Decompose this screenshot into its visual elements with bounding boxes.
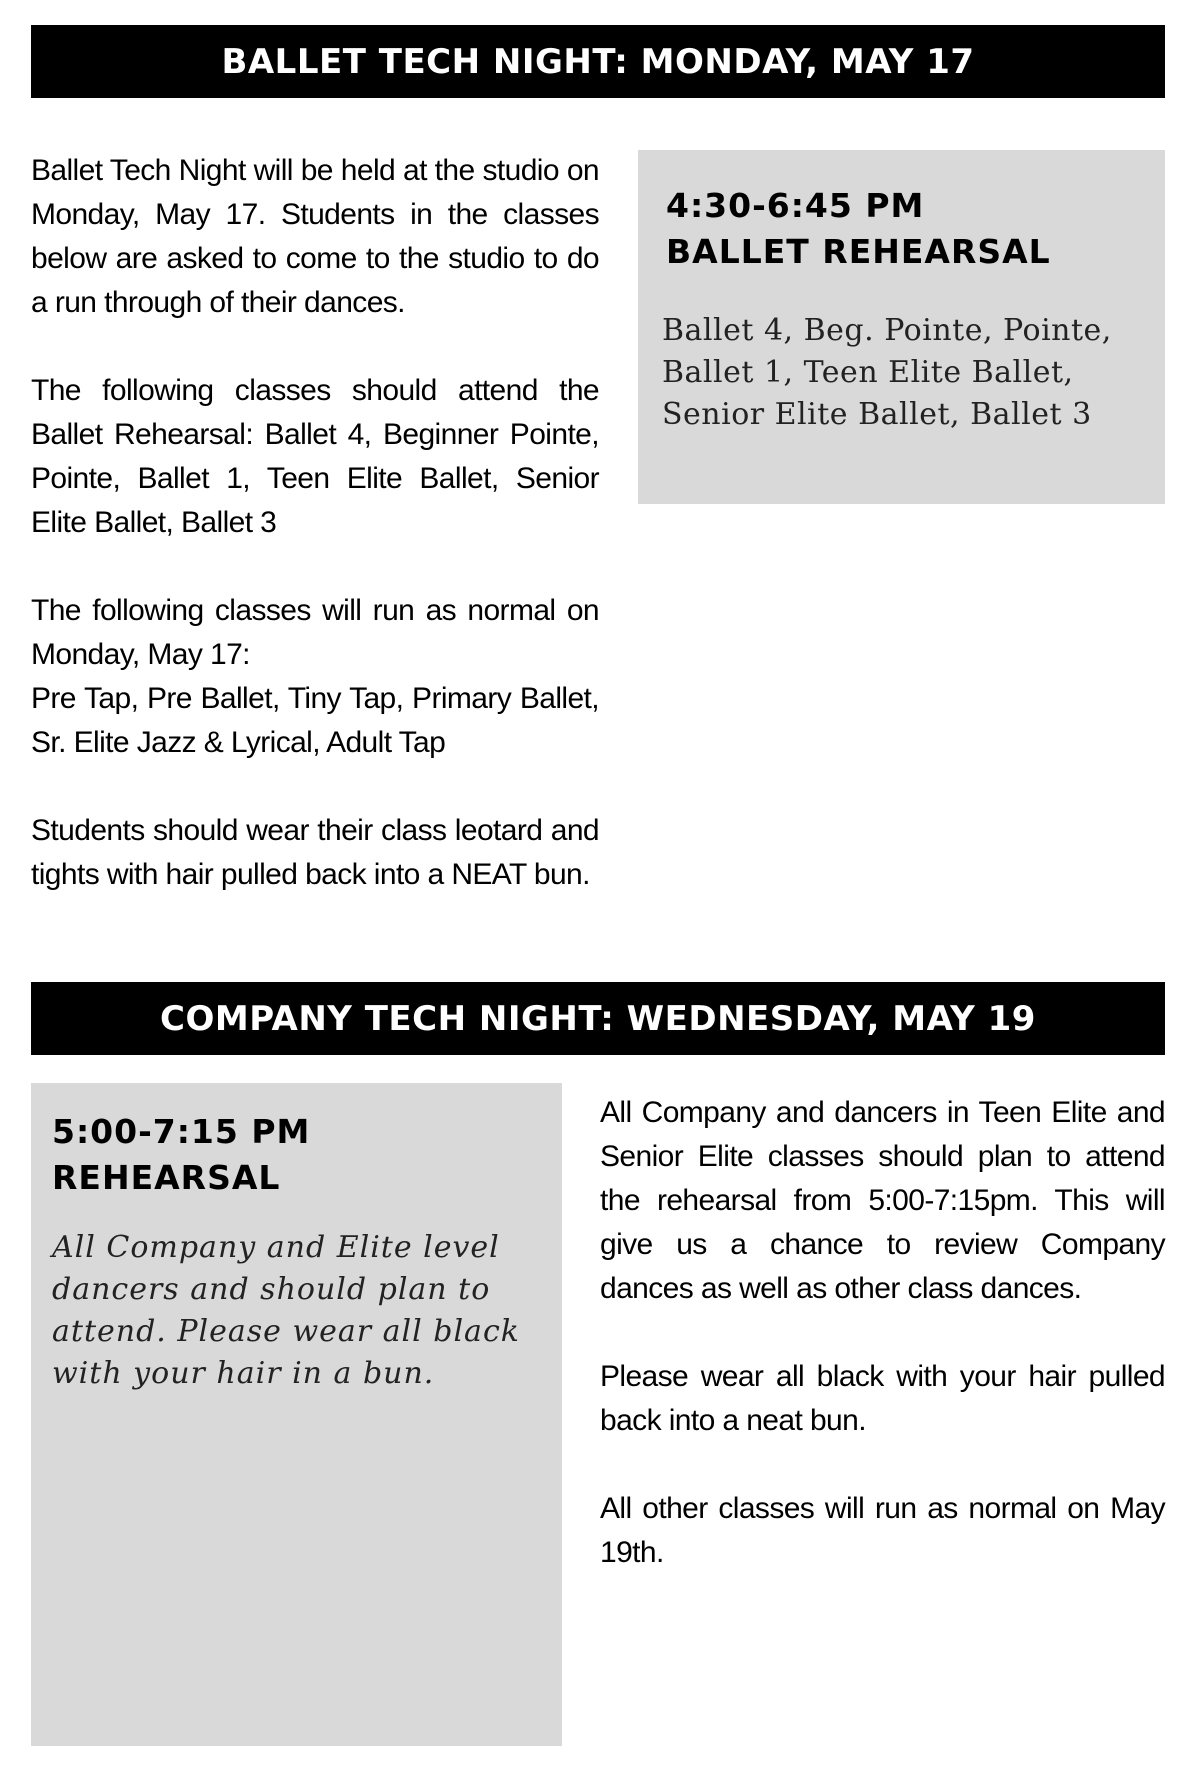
ballet-rehearsal-classes-paragraph: The following classes should attend the Ballet Rehearsal: Ballet 4, Beginner Pointe, Pointe, Ballet 1, Teen Elite Ballet, Senior Elite Ballet, Ballet 3 [31,374,599,539]
company-rehearsal-heading [52,1109,310,1201]
ballet-rehearsal-box [638,150,1165,504]
company-intro-paragraph: All Company and dancers in Teen Elite and Senior Elite classes should plan to attend the rehearsal from 5:00-7:15pm. This will give us a chance to review Company dances as well as other class dances. [600,1096,1165,1305]
ballet-normal-classes-list: Pre Tap, Pre Ballet, Tiny Tap, Primary Ballet, Sr. Elite Jazz & Lyrical, Adult Tap [31,682,599,759]
ballet-tech-body [31,149,599,897]
ballet-rehearsal-title: BALLET REHEARSAL [666,232,1051,271]
ballet-normal-classes-intro: The following classes will run as normal on Monday, May 17: [31,594,599,671]
company-other-classes-paragraph: All other classes will run as normal on May 19th. [600,1492,1165,1569]
ballet-rehearsal-heading [666,183,1051,275]
ballet-tech-banner: BALLET TECH NIGHT: MONDAY, MAY 17 [31,25,1165,98]
company-rehearsal-box [31,1083,562,1746]
company-rehearsal-note: All Company and Elite level dancers and should plan to attend. Please wear all black with your hair in a bun. [52,1230,520,1391]
company-tech-body [600,1091,1165,1575]
ballet-rehearsal-class-list: Ballet 4, Beg. Pointe, Pointe, Ballet 1, Teen Elite Ballet, Senior Elite Ballet, Ballet 3 [662,313,1112,432]
ballet-dress-code-paragraph: Students should wear their class leotard and tights with hair pulled back into a NEAT bun. [31,814,599,891]
company-dress-code-paragraph: Please wear all black with your hair pulled back into a neat bun. [600,1360,1165,1437]
ballet-intro-paragraph: Ballet Tech Night will be held at the studio on Monday, May 17. Students in the classes below are asked to come to the studio to do a run through of their dances. [31,154,599,319]
company-rehearsal-time: 5:00-7:15 PM [52,1112,311,1151]
company-tech-banner: COMPANY TECH NIGHT: WEDNESDAY, MAY 19 [31,982,1165,1055]
ballet-rehearsal-time: 4:30-6:45 PM [666,186,925,225]
company-rehearsal-title: REHEARSAL [52,1158,281,1197]
